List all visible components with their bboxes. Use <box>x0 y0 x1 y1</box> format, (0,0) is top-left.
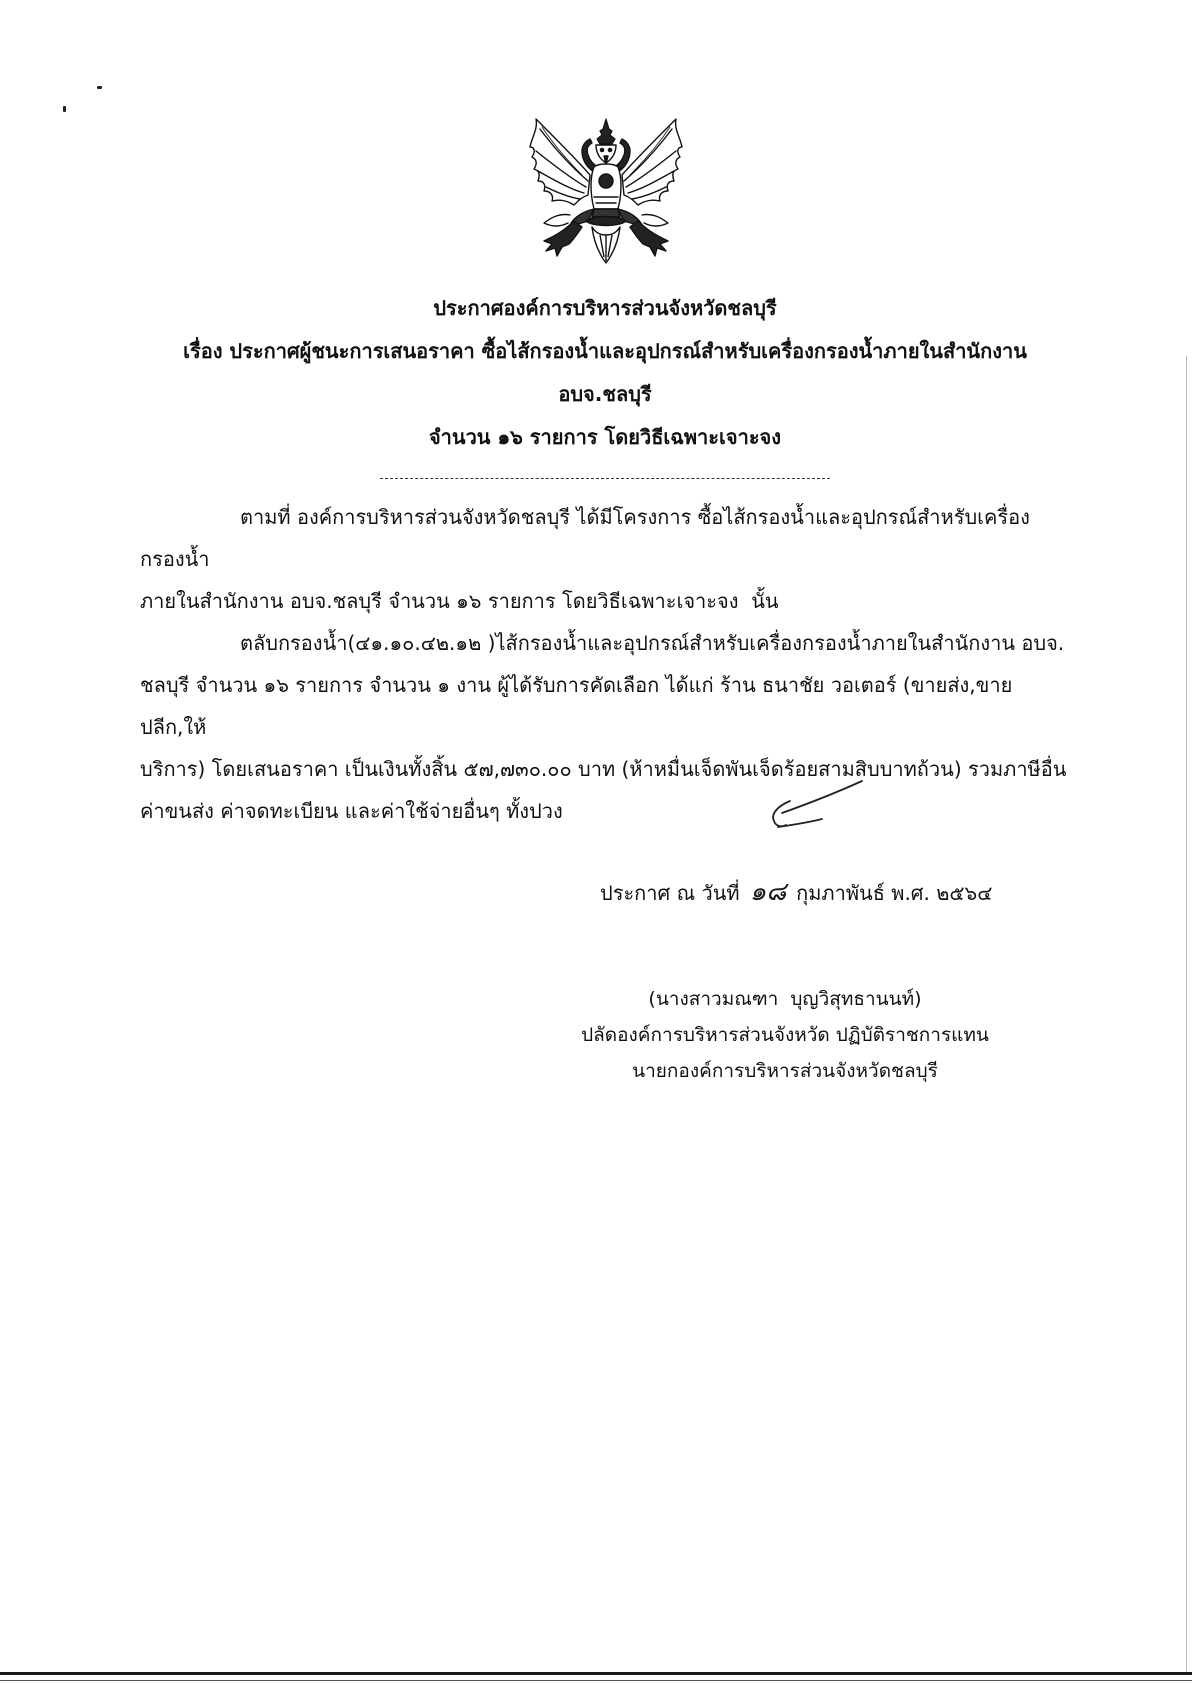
scan-edge-line-bottom-thin <box>0 1680 1192 1681</box>
paragraph2-line: ตลับกรองน้ำ(๔๑.๑๐.๔๒.๑๒ )ไส้กรองน้ำและอุปกรณ์สำหรับเครื่องกรองน้ำภายในสำนักงาน อบจ. <box>240 631 1065 655</box>
garuda-tail <box>592 227 620 263</box>
garuda-left-half <box>530 119 598 256</box>
separator-line <box>380 478 830 479</box>
paragraph2-line: ชลบุรี จำนวน ๑๖ รายการ จำนวน ๑ งาน ผู้ได้รับการคัดเลือก ได้แก่ ร้าน ธนาชัย วอเตอร์ (ขายส่ง,ขายปลีก,ให้ <box>140 673 1013 739</box>
signatory-position-line2: นายกองค์การบริหารส่วนจังหวัดชลบุรี <box>632 1060 938 1082</box>
document-subject: เรื่อง ประกาศผู้ชนะการเสนอราคา ซื้อไส้กรองน้ำและอุปกรณ์สำหรับเครื่องกรองน้ำภายในสำนักงาน อบจ.ชลบุรี <box>183 339 1034 406</box>
document-title: ประกาศองค์การบริหารส่วนจังหวัดชลบุรี <box>433 296 777 320</box>
scan-speck <box>97 86 102 89</box>
garuda-right-half <box>614 119 682 256</box>
date-prefix: ประกาศ ณ วันที่ <box>600 881 740 905</box>
paragraph2-line: บริการ) โดยเสนอราคา เป็นเงินทั้งสิ้น ๕๗,๗๓๐.๐๐ บาท (ห้าหมื่นเจ็ดพันเจ็ดร้อยสามสิบบาทถ้วน) รวมภาษีอื่น <box>140 757 1067 781</box>
body-text <box>140 496 1070 832</box>
garuda-head <box>596 145 616 164</box>
paragraph1-line: ตามที่ องค์การบริหารส่วนจังหวัดชลบุรี ได้มีโครงการ ซื้อไส้กรองน้ำและอุปกรณ์สำหรับเครื่องกรองน้ำ <box>140 505 1030 571</box>
signatory-block <box>560 981 1010 1089</box>
paragraph2-line: ค่าขนส่ง ค่าจดทะเบียน และค่าใช้จ่ายอื่นๆ ทั้งปวง <box>140 799 563 823</box>
scan-edge-line-right <box>1186 356 1187 1672</box>
handwritten-signature <box>760 775 870 835</box>
signatory-name: (นางสาวมณฑา บุญวิสุทธานนท์) <box>648 988 922 1010</box>
garuda-body <box>586 164 626 226</box>
date-month-year: กุมภาพันธ์ พ.ศ. ๒๕๖๔ <box>796 881 993 905</box>
scan-speck <box>63 106 66 112</box>
scan-edge-line-bottom <box>0 1672 1192 1675</box>
paragraph1-line: ภายในสำนักงาน อบจ.ชลบุรี จำนวน ๑๖ รายการ โดยวิธีเฉพาะเจาะจง นั้น <box>140 589 779 613</box>
announcement-date <box>140 871 1070 914</box>
date-day-handwritten: ๑๘ <box>749 877 787 907</box>
garuda-emblem <box>528 117 684 267</box>
garuda-crown <box>597 119 615 144</box>
document-subject-line2: จำนวน ๑๖ รายการ โดยวิธีเฉพาะเจาะจง <box>428 425 782 449</box>
signatory-position: ปลัดองค์การบริหารส่วนจังหวัด ปฏิบัติราชการแทน <box>581 1024 989 1046</box>
document-content <box>140 287 1070 1089</box>
